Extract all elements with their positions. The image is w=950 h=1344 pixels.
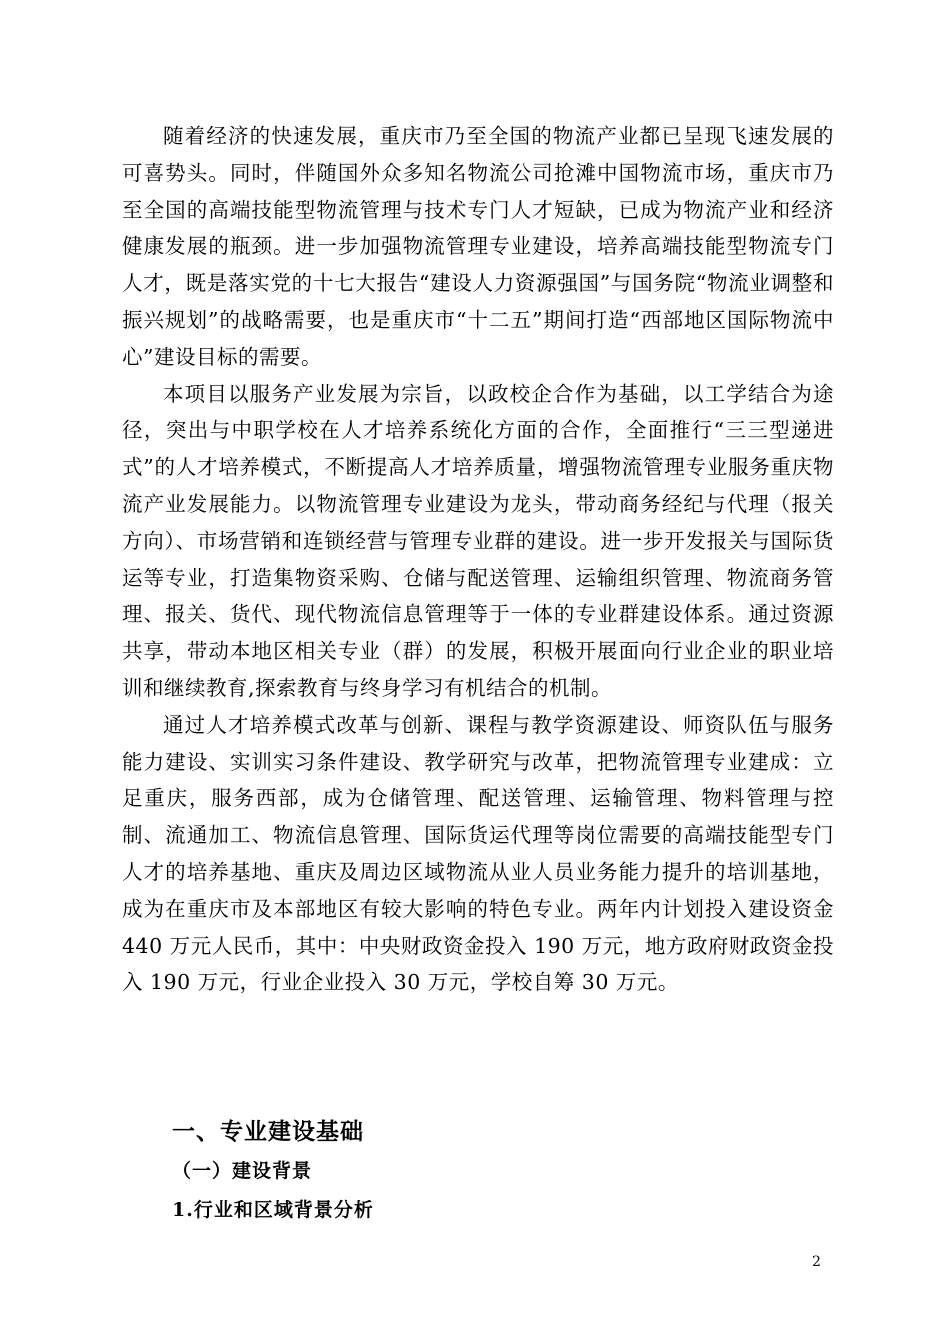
body-text [122, 118, 834, 1001]
paragraph-logistics-development: 随着经济的快速发展，重庆市乃至全国的物流产业都已呈现飞速发展的可喜势头。同时，伴随国外众多知名物流公司抢滩中国物流市场，重庆市乃至全国的高端技能型物流管理与技术专门人才短缺，已成为物流产业和经济健康发展的瓶颈。进一步加强物流管理专业建设，培养高端技能型物流专门人才，既是落实党的十七大报告“建设人力资源强国”与国务院“物流业调整和振兴规划”的战略需要，也是重庆市“十二五”期间打造“西部地区国际物流中心”建设目标的需要。 [122, 124, 834, 369]
subsection-heading: （一）建设背景 [172, 1160, 313, 1182]
subsubsection-heading: 1.行业和区域背景分析 [172, 1199, 374, 1221]
section-heading: 一、专业建设基础 [172, 1119, 364, 1145]
page-number: 2 [812, 1254, 821, 1270]
paragraph-construction-plan: 通过人才培养模式改革与创新、课程与教学资源建设、师资队伍与服务能力建设、实训实习条件建设、教学研究与改革，把物流管理专业建成：立足重庆，服务西部，成为仓储管理、配送管理、运输管理、物料管理与控制、流通加工、物流信息管理、国际货运代理等岗位需要的高端技能型专门人才的培养基地、重庆及周边区域物流从业人员业务能力提升的培训基地，成为在重庆市及本部地区有较大影响的特色专业。两年内计划投入建设资金 440 万元人民币，其中：中央财政资金投入 190 万元，地方政府财政资金投入 190 万元，行业企业投入 30 万元，学校自筹 30 万元。 [122, 712, 834, 995]
paragraph-project-goals: 本项目以服务产业发展为宗旨，以政校企合作为基础，以工学结合为途径，突出与中职学校在人才培养系统化方面的合作，全面推行“三三型递进式”的人才培养模式，不断提高人才培养质量，增强物流管理专业服务重庆物流产业发展能力。以物流管理专业建设为龙头，带动商务经纪与代理（报关方向）、市场营销和连锁经营与管理专业群的建设。进一步开发报关与国际货运等专业，打造集物资采购、仓储与配送管理、运输组织管理、物流商务管理、报关、货代、现代物流信息管理等于一体的专业群建设体系。通过资源共享，带动本地区相关专业（群）的发展，积极开展面向行业企业的职业培训和继续教育,探索教育与终身学习有机结合的机制。 [122, 381, 834, 700]
